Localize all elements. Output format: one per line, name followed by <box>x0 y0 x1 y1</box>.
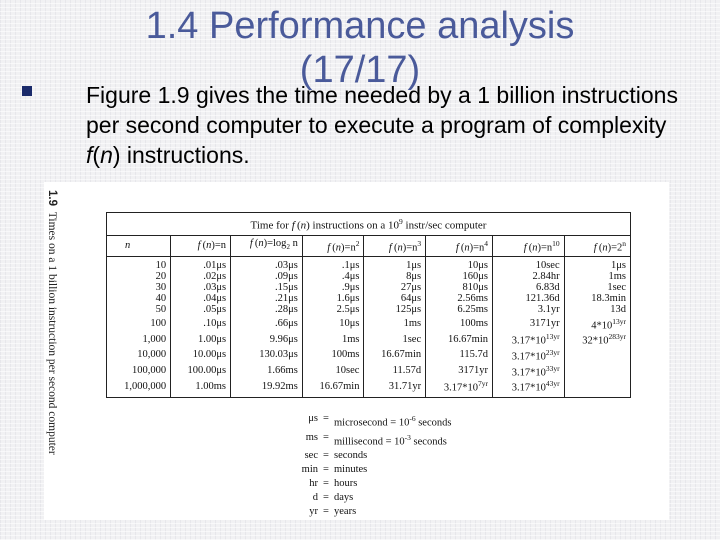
slide-title-line2: (17/17) <box>299 49 421 91</box>
table-cell: 16.67min <box>364 347 426 363</box>
table-cell: 13d <box>564 304 630 315</box>
table-cell: .21μs <box>231 293 303 304</box>
table-cell: 1,000,000 <box>124 380 167 392</box>
table-cell: .09μs <box>231 271 303 282</box>
table-cell: 2.5μs <box>302 304 364 315</box>
table-cell: 100ms <box>426 316 493 332</box>
legend-item: yr = years <box>309 506 357 517</box>
table-cell: 1.00μs <box>171 331 231 347</box>
table-cell: .66μs <box>231 316 303 332</box>
table-cell: $3.17*10^{43yr}$ <box>493 378 565 397</box>
table-cell: 40 <box>155 293 167 305</box>
table-cell: 30 <box>155 281 167 293</box>
table-cell: 115.7d <box>426 347 493 363</box>
figure-caption-text: Times on a 1 billion instruction per second computer <box>46 211 58 455</box>
table-cell: 18.3min <box>564 293 630 304</box>
table-cell <box>564 363 630 379</box>
table-cell: 100 <box>150 317 167 329</box>
column-header: f $(n)=n^2$ <box>302 235 364 256</box>
table-cell: 1.6μs <box>302 293 364 304</box>
table-cell: $4*10^{13yr}$ <box>564 316 630 332</box>
table-cell: 2.84hr <box>493 271 565 282</box>
table-cell: 10.00μs <box>171 347 231 363</box>
table-row <box>107 256 630 271</box>
table-cell: .01μs <box>171 256 231 271</box>
table-cell: 10sec <box>493 256 565 271</box>
column-header: n <box>107 235 171 256</box>
table-cell: 1sec <box>364 331 426 347</box>
legend-item: d = days <box>312 492 354 503</box>
table-cell: 121.36d <box>493 293 565 304</box>
table-row <box>107 316 630 332</box>
column-header: f $(n)=n^{10}$ <box>493 235 565 256</box>
table-cell: 10 <box>155 259 167 271</box>
legend-item: sec = seconds <box>304 450 368 461</box>
table-cell: .4μs <box>302 271 364 282</box>
table-cell: 810μs <box>426 282 493 293</box>
figure-number: 1.9 <box>46 190 58 206</box>
table-cell: $3.17*10^{7yr}$ <box>426 378 493 397</box>
units-legend <box>282 412 482 519</box>
table-caption: Time for f (n) instructions on a $10^9$ instr/sec computer <box>107 213 630 235</box>
table-row <box>107 304 630 315</box>
table-cell: .03μs <box>231 256 303 271</box>
table-cell: 100.00μs <box>171 363 231 379</box>
table-cell <box>564 378 630 397</box>
table-cell: 1μs <box>564 256 630 271</box>
complexity-table <box>106 212 631 398</box>
table-cell: 11.57d <box>364 363 426 379</box>
table-cell: 1ms <box>364 316 426 332</box>
legend-item: μs = microsecond = $10^{-6}$ seconds <box>308 413 452 429</box>
table-cell: 8μs <box>364 271 426 282</box>
column-header: f $(n)=n^4$ <box>426 235 493 256</box>
table-cell: 1μs <box>364 256 426 271</box>
table-cell: 64μs <box>364 293 426 304</box>
figure-image <box>44 182 669 520</box>
column-header: f $(n)=n^3$ <box>364 235 426 256</box>
table-cell: 1,000 <box>142 333 167 345</box>
table-cell: .02μs <box>171 271 231 282</box>
table-cell: .10μs <box>171 316 231 332</box>
table-cell: .9μs <box>302 282 364 293</box>
column-header: f $(n)=\log_2$ n <box>231 235 303 256</box>
table-row <box>107 347 630 363</box>
table-cell: 10sec <box>302 363 364 379</box>
table-row <box>107 282 630 293</box>
table-row <box>107 363 630 379</box>
table-cell: $3.17*10^{23yr}$ <box>493 347 565 363</box>
table-cell: .03μs <box>171 282 231 293</box>
figure-side-caption <box>44 182 70 520</box>
table-cell: .15μs <box>231 282 303 293</box>
table-cell: 9.96μs <box>231 331 303 347</box>
table-cell: $3.17*10^{33yr}$ <box>493 363 565 379</box>
legend-item: hr = hours <box>309 478 358 489</box>
column-header: f (n)=n <box>171 235 231 256</box>
table-cell: .04μs <box>171 293 231 304</box>
table-cell: 130.03μs <box>231 347 303 363</box>
table-row <box>107 271 630 282</box>
table-cell: 10,000 <box>137 349 167 361</box>
table-cell: $32*10^{283yr}$ <box>564 331 630 347</box>
table-cell: 10μs <box>302 316 364 332</box>
table-cell: 3171yr <box>493 316 565 332</box>
table-cell: 20 <box>155 270 167 282</box>
table-cell: .1μs <box>302 256 364 271</box>
table-cell: 6.83d <box>493 282 565 293</box>
table-cell: 6.25ms <box>426 304 493 315</box>
table-cell: 16.67min <box>302 378 364 397</box>
table-cell: 125μs <box>364 304 426 315</box>
table-cell: 50 <box>155 304 167 316</box>
table-cell: 100ms <box>302 347 364 363</box>
column-header: f $(n)=2^n$ <box>564 235 630 256</box>
table-cell: 160μs <box>426 271 493 282</box>
table-header-row <box>107 235 630 256</box>
table-cell: 1.00ms <box>171 378 231 397</box>
table-cell: 10μs <box>426 256 493 271</box>
table-cell: 16.67min <box>426 331 493 347</box>
table-row <box>107 378 630 397</box>
table-cell: 1ms <box>302 331 364 347</box>
table-cell: $3.17*10^{13yr}$ <box>493 331 565 347</box>
slide-title <box>0 4 720 92</box>
table-cell: 31.71yr <box>364 378 426 397</box>
legend-item: min = minutes <box>301 464 368 475</box>
square-bullet-icon <box>22 86 32 96</box>
table-cell: 2.56ms <box>426 293 493 304</box>
table-cell: 1ms <box>564 271 630 282</box>
legend-item: ms = millisecond = $10^{-3}$ seconds <box>305 431 447 447</box>
slide-title-line1: 1.4 Performance analysis <box>145 5 575 47</box>
table-cell: 1.66ms <box>231 363 303 379</box>
table-cell: 19.92ms <box>231 378 303 397</box>
table-cell: 3171yr <box>426 363 493 379</box>
table-cell: 27μs <box>364 282 426 293</box>
table-row <box>107 293 630 304</box>
table-cell: 3.1yr <box>493 304 565 315</box>
bullet-text: Figure 1.9 gives the time needed by a 1 billion instructions per second computer to execute a program of complexity f(n) instructions. <box>86 82 678 168</box>
table-cell: 100,000 <box>131 364 167 376</box>
table-row <box>107 331 630 347</box>
table-cell: 1sec <box>564 282 630 293</box>
table-cell: .05μs <box>171 304 231 315</box>
table-cell <box>564 347 630 363</box>
table-cell: .28μs <box>231 304 303 315</box>
